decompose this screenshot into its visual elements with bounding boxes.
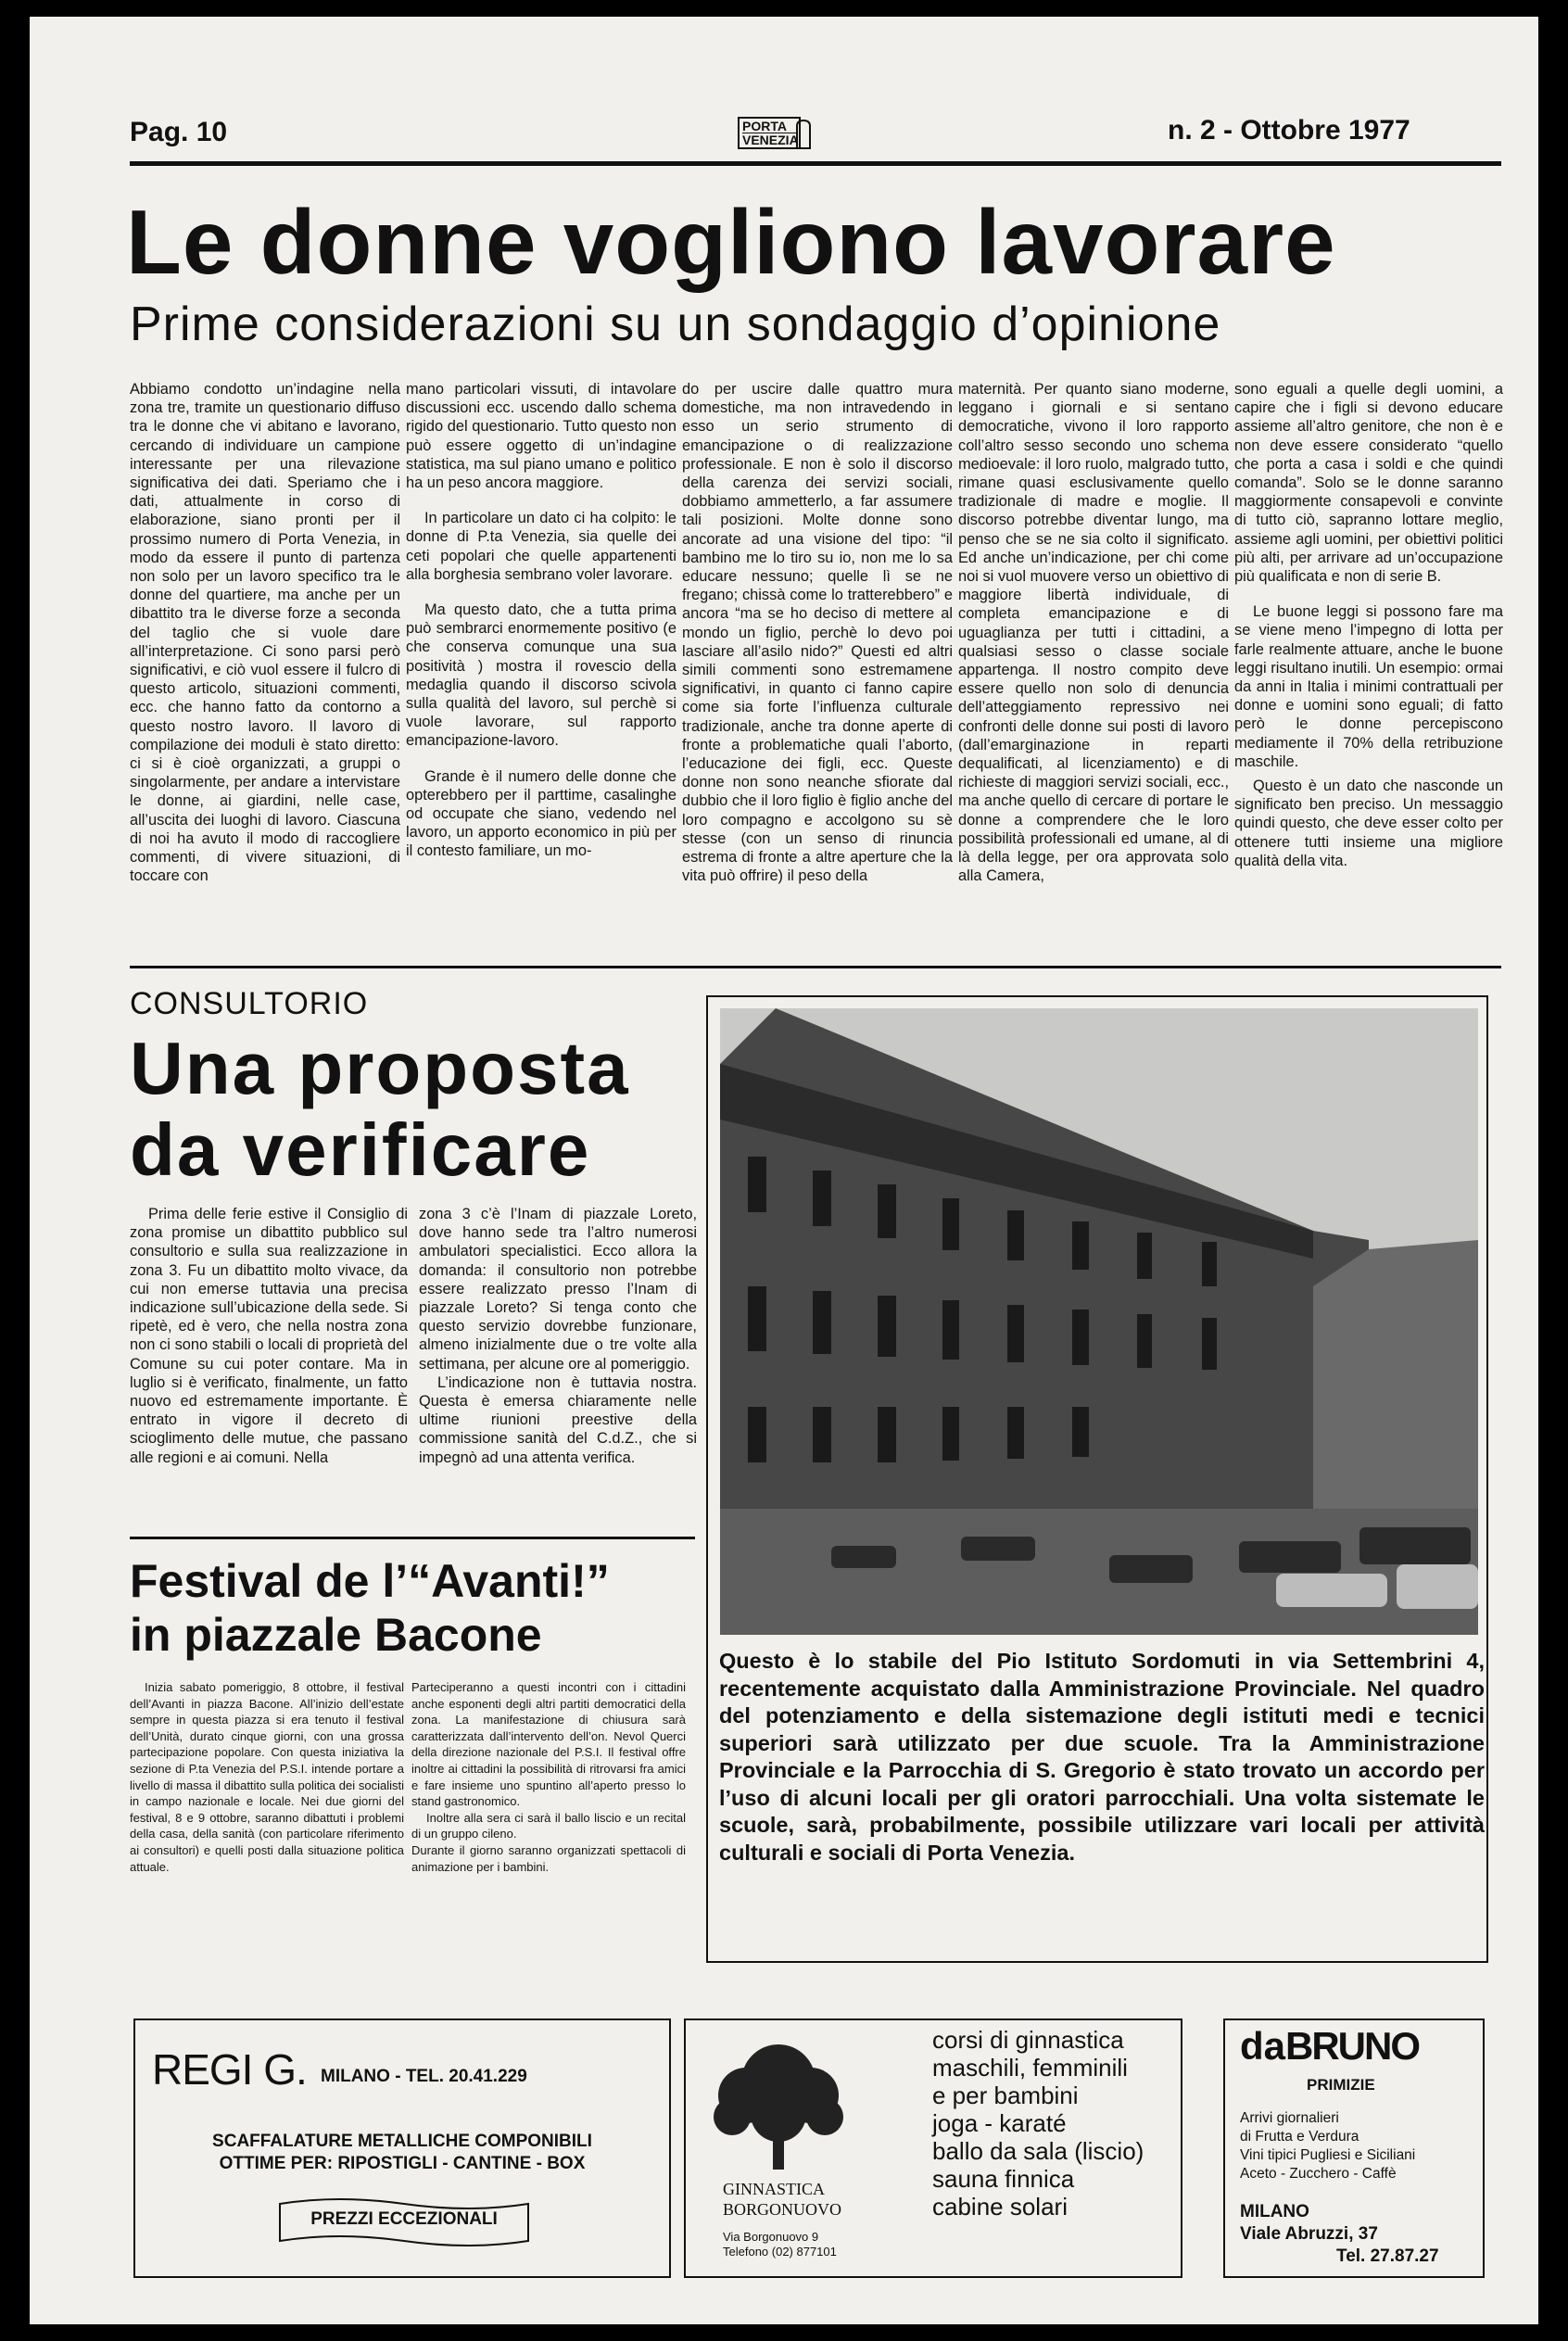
gym-service: sauna finnica	[932, 2165, 1075, 2193]
article1-paragraph: maternità. Per quanto siano moderne, leggano i giornali e si sentano democratiche, vivono il loro rapporto coll’altro sesso secondo uno schema medioevale: il loro ruolo, malgrado tutto, rimane quasi esclusivamente quello tradizionale di madre e moglie. Il discorso potrebbe diventar lungo, ma penso che se ne sia colto il significato. Ed anche un’indicazione, per chi come noi si vuol muovere verso un obiettivo di maggiore libertà individuale, di completa emancipazione e di uguaglianza per tutti i cittadini, a qualsiasi sesso o classe sociale appartenga. Il nostro compito deve essere quello non solo di denuncia dell’atteggiamento repressivo nei confronti delle donne sui posti di lavoro (dall’emarginazione in reparti dequalificati, al licenziamento) e di richieste di maggiori servizi sociali, ecc., ma anche quello di cercare di portare le donne a comprendere che le loro possibilità professionali ed umane, al di là della legge, per ora approvata solo alla Camera,	[958, 381, 1229, 885]
header-rule	[130, 161, 1501, 166]
building-photo	[720, 1008, 1478, 1635]
article1-paragraph: In particolare un dato ci ha colpito: le donne di P.ta Venezia, sia quelle dei ceti popolari che quelle appartenenti alla borghesia sembrano voler lavorare.	[406, 510, 677, 583]
article3-headline-line2: in piazzale Bacone	[130, 1609, 542, 1661]
masthead-logo	[738, 115, 812, 152]
issue-date: n. 2 - Ottobre 1977	[1168, 115, 1410, 146]
gym-service: e per bambini	[932, 2082, 1079, 2109]
article3-paragraph: Parteciperanno a questi incontri con i cittadini anche esponenti degli altri partiti democratici della zona. La manifestazione di chiusura sarà caratterizzata dall’intervento dell’on. Nevol Querci della direzione nazionale del P.S.I. Il festival offre inoltre ai cittadini la possibilità di ritrovarsi fra amici e fare insieme uno spuntino all’aperto presso lo stand gastronomico.	[411, 1680, 686, 1809]
gym-addr2: Telefono (02) 877101	[723, 2245, 837, 2259]
photo-caption: Questo è lo stabile del Pio Istituto Sordomuti in via Settembrini 4, recentemente acquistato dalla Amministrazione Provinciale. Nel quadro del potenziamento e della sistemazione degli istituti medi e tecnici superiori sarà utilizzato per due scuole. Tra la Amministrazione Provinciale e la Parrocchia di S. Gregorio è stato trovato un accordo per l’uso di alcuni locali per gli oratori parrocchiali. Una volta sistemate le scuole, sarà, probabilmente, possibile utilizzare vari locali per attività culturali e sociali di Porta Venezia.	[719, 1649, 1485, 1865]
article2-headline-line2: da verificare	[130, 1108, 591, 1191]
article2-paragraph: Prima delle ferie estive il Consiglio di zona promise un dibattito pubblico sul consultorio e sulla sua realizzazione in zona 3. Fu un dibattito molto vivace, da cui non emerse tuttavia una precisa indicazione sull’ubicazione della sede. Si ripetè, ed è vero, che nella nostra zona non ci sono stabili o locali di proprietà del Comune su cui poter contare. Ma in luglio si è verificato, finalmente, un fatto nuovo ed estremamente importante. È entrato in vigore il decreto di scioglimento delle mutue, che passano alle regioni e ai comuni. Nella	[130, 1206, 408, 1466]
article2-kicker: CONSULTORIO	[130, 986, 369, 1021]
article2-headline-line1: Una proposta	[130, 1027, 630, 1109]
bruno-line: Vini tipici Pugliesi e Siciliani	[1240, 2147, 1416, 2163]
gym-service: maschili, femminili	[932, 2054, 1128, 2082]
bruno-lines	[1240, 2109, 1415, 2183]
gym-name1: GINNASTICA	[723, 2180, 825, 2198]
gym-service: ballo da sala (liscio)	[932, 2137, 1144, 2165]
article2-paragraph: zona 3 c’è l’Inam di piazzale Loreto, dove hanno sede tra l’altro numerosi ambulatori specialistici. Ecco allora la domanda: il consultorio non potrebbe essere realizzato presso l’Inam di piazzale Loreto? Si tenga conto che questo servizio dovrebbe funzionare, almeno inizialmente due o tre volte alla settimana, per alcune ore al pomeriggio.	[419, 1206, 697, 1373]
bruno-brand	[1240, 2024, 1419, 2069]
article1-paragraph: Le buone leggi si possono fare ma se viene meno l’impegno di lotta per farle realmente attuare, anche le buone leggi risultano inutili. Un esempio: ormai da anni in Italia i minimi contrattuali per donne e uomini sono eguali; di fatto però le donne percepiscono mediamente il 70% della retribuzione maschile.	[1234, 603, 1503, 770]
bruno-line: Aceto - Zucchero - Caffè	[1240, 2166, 1397, 2182]
bruno-brand-name: BRUNO	[1285, 2024, 1420, 2068]
article1-column-4	[958, 380, 1229, 955]
article1-paragraph: do per uscire dalle quattro mura domestiche, ma non intravedendo in esso un serio strumento di emancipazione o di realizzazione professionale. E non è solo il discorso della carenza dei servizi sociali, dobbiamo ammetterlo, a far assumere tali posizioni. Molte donne sono ancorate ad una visione del tipo: “il bambino me lo tiro su io, non me lo sa educare nessuno; quelle lì se ne fregano; chissà come lo tratterebbero” e ancora “ma se ho deciso di mettere al mondo un figlio, perchè lo devo poi lasciare all’asilo nido?” Questi ed altri simili commenti sono estremamene significativi, in quanto ci fanno capire come sia forte l’influenza culturale tradizionale, anche tra donne aperte di fronte a problematiche quali l’aborto, l’educazione dei figli, ecc. Queste donne non sono neanche sfiorate dal dubbio che il loro figlio è figlio anche del loro compagno e accolgono su sè stesse (con un senso di rinuncia estrema di fronte a altre aperture che la vita può offrire) il peso della	[682, 381, 953, 885]
regi-line2: OTTIME PER: RIPOSTIGLI - CANTINE - BOX	[219, 2154, 586, 2173]
article3-headline-line1: Festival de l’“Avanti!”	[130, 1555, 610, 1607]
regi-line1: SCAFFALATURE METALLICHE COMPONIBILI	[212, 2132, 592, 2151]
article2-column-1	[130, 1205, 408, 1518]
article1-paragraph: Abbiamo condotto un’indagine nella zona tre, tramite un questionario diffuso tra le donne che vi abitano e lavorano, cercando di individuare un campione interessante per una rilevazione significativa dei dati. Speriamo che i dati, attualmente in corso di elaborazione, siano pronti per il prossimo numero di Porta Venezia, in modo da essere il punto di partenza non solo per un lavoro specifico tra le donne del quartiere, ma anche per un dibattito tra le diverse forze a seconda del taglio che si vuole dare all’interpretazione. Ci sono parsi però significativi, e ciò vuol essere il fulcro di questo articolo, situazioni commenti, ecc. che hanno fatto da contorno a questo nostro lavoro. Il lavoro di compilazione dei moduli è stato diretto: ci si è cioè organizzati, a gruppi o singolarmente, per andare a intervistare le donne, ai giardini, nelle case, all’uscita dei luoghi di lavoro. Ciascuna di noi ha avuto il modo di raccogliere commenti, di vivere situazioni, di toccare con	[130, 381, 400, 885]
ad-bruno	[1223, 2018, 1485, 2278]
gym-service: joga - karaté	[932, 2109, 1067, 2137]
regi-brand: REGI G.	[152, 2045, 307, 2094]
article1-column-3	[682, 380, 953, 955]
bruno-tel: Tel. 27.87.27	[1336, 2246, 1439, 2266]
article1-subheadline: Prime considerazioni su un sondaggio d’opinione	[130, 297, 1221, 351]
article1-paragraph: sono eguali a quelle degli uomini, a capire che i figli si devono educare assieme all’altro genitore, che non è e non deve essere considerato “quello che porta a casa i soldi e che quindi comanda”. Solo se le donne saranno maggiormente consapevoli e convinte di tutto ciò, sapranno lottare meglio, assieme agli uomini, per obiettivi politici più alti, per arrivare ad un’occupazione più qualificata e non di serie B.	[1234, 381, 1503, 586]
article1-column-1	[130, 380, 400, 955]
gym-addr1: Via Borgonuovo 9	[723, 2230, 819, 2244]
article1-paragraph: mano particolari vissuti, di intavolare discussioni ecc. uscendo dallo schema rigido del questionario. Tutto questo non può essere oggetto di un’indagine statistica, ma sul piano umano e politico ha un peso ancora maggiore.	[406, 381, 677, 492]
article1-paragraph: Grande è il numero delle donne che opterebbero per il parttime, casalinghe od occupate che siano, vedendo nel lavoro, un apporto economico in più per il contesto familiare, un mo-	[406, 767, 677, 860]
logo-door-icon	[795, 119, 812, 150]
bruno-brand-da: da	[1240, 2024, 1286, 2068]
building-illustration	[720, 1008, 1478, 1635]
article1-column-5	[1234, 380, 1503, 955]
article3-paragraph: Inoltre alla sera ci sarà il ballo liscio e un recital di un gruppo cileno.	[411, 1810, 686, 1841]
newspaper-page	[30, 17, 1538, 2324]
page-number: Pag. 10	[130, 117, 228, 147]
logo-line1: PORTA	[742, 120, 796, 133]
bruno-street: Viale Abruzzi, 37	[1240, 2224, 1378, 2244]
logo-line2: VENEZIA	[742, 133, 799, 147]
bruno-line: Arrivi giornalieri	[1240, 2110, 1339, 2126]
article3-column-2	[411, 1679, 686, 1957]
gym-service: cabine solari	[932, 2193, 1068, 2221]
tree-icon	[704, 2035, 853, 2174]
gym-service: corsi di ginnastica	[932, 2026, 1124, 2054]
article2-column-2	[419, 1205, 697, 1518]
article1-paragraph: Ma questo dato, che a tutta prima può sembrarci enormemente positivo (e che conserva comunque una sua positività ) mostra il rovescio della medaglia quando il discorso scivola sulla qualità del lavoro, sul perchè si vuole lavorare, sul rapporto emancipazione-lavoro.	[406, 601, 677, 750]
bruno-sub: PRIMIZIE	[1307, 2076, 1375, 2094]
gym-name2: BORGONUOVO	[723, 2200, 842, 2219]
ad-gym	[684, 2018, 1182, 2278]
regi-contact: MILANO - TEL. 20.41.229	[321, 2067, 527, 2086]
article2-paragraph: L’indicazione non è tuttavia nostra. Questa è emersa chiaramente nelle ultime riunioni preestive della commissione sanità del C.d.Z., che si impegnò ad una attenta verifica.	[419, 1373, 697, 1466]
bruno-line: di Frutta e Verdura	[1240, 2129, 1359, 2145]
bruno-city: MILANO	[1240, 2202, 1309, 2221]
section-rule	[130, 966, 1501, 968]
article3-column-1	[130, 1679, 404, 1957]
regi-price: PREZZI ECCEZIONALI	[310, 2209, 498, 2229]
ad-regi	[133, 2018, 671, 2278]
section-rule	[130, 1537, 695, 1539]
article1-column-2	[406, 380, 677, 955]
article3-paragraph: Durante il giorno saranno organizzati spettacoli di animazione per i bambini.	[411, 1842, 686, 1874]
gym-services	[932, 2026, 1144, 2221]
article1-headline: Le donne vogliono lavorare	[126, 191, 1336, 293]
article3-paragraph: Inizia sabato pomeriggio, 8 ottobre, il festival dell’Avanti in piazza Bacone. All’inizio dell’estate sempre in questa piazza si era tenuto il festival dell’Unità, durato cinque giorni, con una grossa partecipazione popolare. Con questa iniziativa la sezione di P.ta Venezia del P.S.I. intende portare a livello di massa il dibattito sulla politica dei socialisti in campo nazionale e locale. Nei due giorni del festival, 8 e 9 ottobre, saranno dibattuti i problemi della casa, della sanità (con particolare riferimento ai consultori) e quelli posti dalla situazione politica attuale.	[130, 1680, 404, 1874]
article1-paragraph: Questo è un dato che nasconde un significato ben preciso. Un messaggio quindi questo, che deve esser colto per ottenere tutti insieme una migliore qualità della vita.	[1234, 778, 1503, 869]
